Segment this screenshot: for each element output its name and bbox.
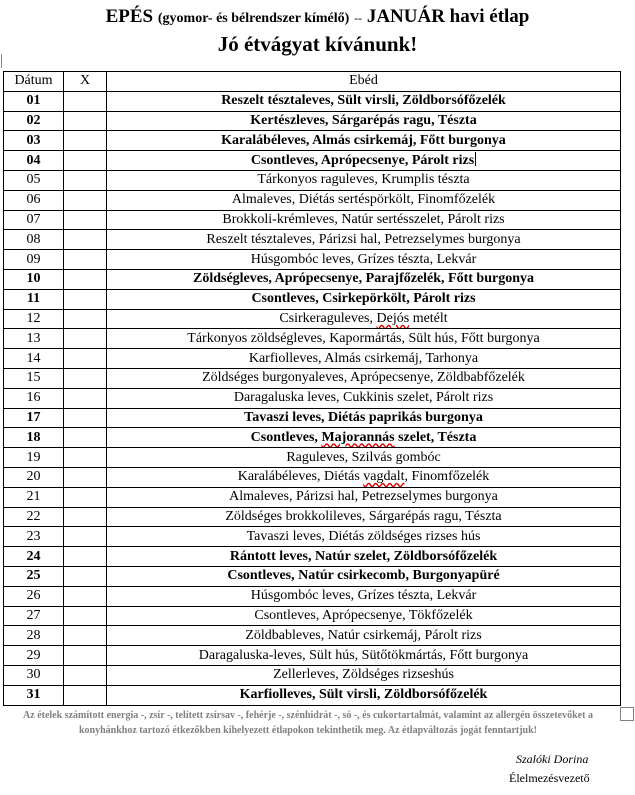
table-row [4, 507, 621, 527]
menu-title [0, 6, 635, 30]
row-meal: Karfiolleves, Sült virsli, Zöldborsófőzelék [107, 685, 621, 705]
row-date: 02 [4, 111, 64, 131]
table-row [4, 309, 621, 329]
column-header-x: X [64, 72, 107, 92]
table-row [4, 428, 621, 448]
margin-mark [1, 54, 2, 68]
row-meal: Csontleves, Aprópecsenye, Párolt rizs [107, 151, 621, 171]
row-meal: Daragaluska leves, Cukkinis szelet, Párolt rizs [107, 388, 621, 408]
row-selection-cell[interactable] [64, 566, 107, 586]
table-row [4, 606, 621, 626]
row-meal: Csirkeraguleves, Dejós metélt [107, 309, 621, 329]
row-meal: Tárkonyos zöldségleves, Kapormártás, Sült hús, Főtt burgonya [107, 329, 621, 349]
table-row [4, 566, 621, 586]
table-row [4, 646, 621, 666]
table-row [4, 547, 621, 567]
row-meal: Karalábéleves, Almás csirkemáj, Főtt burgonya [107, 131, 621, 151]
title-month: JANUÁR havi étlap [366, 6, 530, 27]
row-date: 13 [4, 329, 64, 349]
row-selection-cell[interactable] [64, 388, 107, 408]
row-selection-cell[interactable] [64, 368, 107, 388]
row-meal: Csontleves, Aprópecsenye, Tökfőzelék [107, 606, 621, 626]
column-header-date: Dátum [4, 72, 64, 92]
row-date: 22 [4, 507, 64, 527]
row-selection-cell[interactable] [64, 309, 107, 329]
row-selection-cell[interactable] [64, 428, 107, 448]
note-checkbox[interactable] [620, 707, 634, 721]
menu-table [3, 71, 621, 706]
row-date: 15 [4, 368, 64, 388]
table-row [4, 250, 621, 270]
spellcheck-word: Dejós [376, 310, 410, 326]
row-meal: Karalábéleves, Diétás vagdalt, Finomfőzelék [107, 467, 621, 487]
greeting-subtitle: Jó étvágyat kívánunk! [217, 32, 418, 56]
table-row [4, 111, 621, 131]
table-row [4, 368, 621, 388]
row-selection-cell[interactable] [64, 349, 107, 369]
row-selection-cell[interactable] [64, 408, 107, 428]
menu-table-body [4, 91, 621, 705]
row-selection-cell[interactable] [64, 190, 107, 210]
table-row [4, 230, 621, 250]
row-date: 01 [4, 91, 64, 111]
row-selection-cell[interactable] [64, 685, 107, 705]
row-date: 19 [4, 448, 64, 468]
row-date: 30 [4, 665, 64, 685]
table-row [4, 170, 621, 190]
table-row [4, 131, 621, 151]
signature-name: Szalóki Dorina [516, 752, 589, 766]
row-selection-cell[interactable] [64, 250, 107, 270]
table-row [4, 388, 621, 408]
table-row [4, 408, 621, 428]
row-selection-cell[interactable] [64, 586, 107, 606]
row-meal: Zöldséges burgonyaleves, Aprópecsenye, Zöldbabfőzelék [107, 368, 621, 388]
table-row [4, 269, 621, 289]
row-date: 17 [4, 408, 64, 428]
row-meal: Zöldséges brokkolileves, Sárgarépás ragu, Tészta [107, 507, 621, 527]
row-date: 12 [4, 309, 64, 329]
table-row [4, 527, 621, 547]
table-row [4, 289, 621, 309]
table-row [4, 487, 621, 507]
table-row [4, 349, 621, 369]
row-selection-cell[interactable] [64, 606, 107, 626]
row-meal: Brokkoli-krémleves, Natúr sertésszelet, Párolt rizs [107, 210, 621, 230]
row-selection-cell[interactable] [64, 527, 107, 547]
row-meal: Almaleves, Párizsi hal, Petrezselymes burgonya [107, 487, 621, 507]
text-cursor [475, 152, 476, 166]
row-meal: Zellerleves, Zöldséges rizseshús [107, 665, 621, 685]
table-row [4, 329, 621, 349]
row-meal: Tárkonyos raguleves, Krumplis tészta [107, 170, 621, 190]
row-date: 31 [4, 685, 64, 705]
row-selection-cell[interactable] [64, 230, 107, 250]
row-date: 27 [4, 606, 64, 626]
table-row [4, 586, 621, 606]
row-meal: Raguleves, Szilvás gombóc [107, 448, 621, 468]
row-selection-cell[interactable] [64, 507, 107, 527]
table-row [4, 151, 621, 171]
row-date: 09 [4, 250, 64, 270]
row-selection-cell[interactable] [64, 170, 107, 190]
row-meal: Húsgombóc leves, Grízes tészta, Lekvár [107, 586, 621, 606]
row-date: 11 [4, 289, 64, 309]
table-row [4, 665, 621, 685]
row-selection-cell[interactable] [64, 329, 107, 349]
row-date: 29 [4, 646, 64, 666]
title-main: EPÉS [105, 6, 154, 27]
spellcheck-word: Majorannás [321, 429, 395, 445]
row-selection-cell[interactable] [64, 487, 107, 507]
row-selection-cell[interactable] [64, 467, 107, 487]
row-selection-cell[interactable] [64, 547, 107, 567]
row-meal: Zöldbableves, Natúr csirkemáj, Párolt rizs [107, 626, 621, 646]
row-date: 25 [4, 566, 64, 586]
row-date: 03 [4, 131, 64, 151]
table-row [4, 190, 621, 210]
row-selection-cell[interactable] [64, 665, 107, 685]
row-meal: Reszelt tésztaleves, Párizsi hal, Petrezselymes burgonya [107, 230, 621, 250]
row-selection-cell[interactable] [64, 269, 107, 289]
spellcheck-word: vagdalt [363, 469, 405, 485]
row-date: 24 [4, 547, 64, 567]
row-date: 16 [4, 388, 64, 408]
row-date: 28 [4, 626, 64, 646]
table-row [4, 210, 621, 230]
row-meal: Kertészleves, Sárgarépás ragu, Tészta [107, 111, 621, 131]
row-date: 23 [4, 527, 64, 547]
row-meal: Almaleves, Diétás sertéspörkölt, Finomfőzelék [107, 190, 621, 210]
row-meal: Csontleves, Majorannás szelet, Tészta [107, 428, 621, 448]
title-subtitle-diet: (gyomor- és bélrendszer kímélő) [157, 11, 350, 26]
row-meal: Zöldségleves, Aprópecsenye, Parajfőzelék, Főtt burgonya [107, 269, 621, 289]
table-row [4, 91, 621, 111]
row-date: 10 [4, 269, 64, 289]
table-header-row [4, 72, 621, 92]
row-date: 20 [4, 467, 64, 487]
row-meal: Csontleves, Natúr csirkecomb, Burgonyapüré [107, 566, 621, 586]
title-dash: -- [354, 11, 363, 25]
row-meal: Karfiolleves, Almás csirkemáj, Tarhonya [107, 349, 621, 369]
allergen-note: Az ételek számított energia -, zsír -, telített zsírsav -, fehérje -, szénhidrát -, só -, és cukortartalmát, valamint az allergén összetevőket a konyhánkhoz tartozó étkezőkben kihelyezett étlapokon tekinthetik meg. Az étlapváltozás jogát fenntartjuk! [23, 710, 593, 736]
row-meal: Daragaluska-leves, Sült hús, Sütőtökmártás, Főtt burgonya [107, 646, 621, 666]
row-selection-cell[interactable] [64, 111, 107, 131]
row-date: 08 [4, 230, 64, 250]
table-row [4, 467, 621, 487]
row-selection-cell[interactable] [64, 289, 107, 309]
row-selection-cell[interactable] [64, 91, 107, 111]
table-row [4, 626, 621, 646]
row-selection-cell[interactable] [64, 151, 107, 171]
row-meal: Tavaszi leves, Diétás zöldséges rizses hús [107, 527, 621, 547]
row-selection-cell[interactable] [64, 646, 107, 666]
row-date: 07 [4, 210, 64, 230]
table-row [4, 685, 621, 705]
signature-role: Élelmezésvezető [509, 771, 590, 785]
row-meal: Reszelt tésztaleves, Sült virsli, Zöldborsófőzelék [107, 91, 621, 111]
row-selection-cell[interactable] [64, 448, 107, 468]
row-date: 06 [4, 190, 64, 210]
row-date: 14 [4, 349, 64, 369]
row-selection-cell[interactable] [64, 626, 107, 646]
row-selection-cell[interactable] [64, 131, 107, 151]
row-date: 21 [4, 487, 64, 507]
row-date: 04 [4, 151, 64, 171]
row-meal: Húsgombóc leves, Grízes tészta, Lekvár [107, 250, 621, 270]
row-date: 26 [4, 586, 64, 606]
row-selection-cell[interactable] [64, 210, 107, 230]
row-date: 18 [4, 428, 64, 448]
column-header-lunch: Ebéd [107, 72, 621, 92]
row-meal: Rántott leves, Natúr szelet, Zöldborsófőzelék [107, 547, 621, 567]
row-date: 05 [4, 170, 64, 190]
row-meal: Csontleves, Csirkepörkölt, Párolt rizs [107, 289, 621, 309]
row-meal: Tavaszi leves, Diétás paprikás burgonya [107, 408, 621, 428]
table-row [4, 448, 621, 468]
